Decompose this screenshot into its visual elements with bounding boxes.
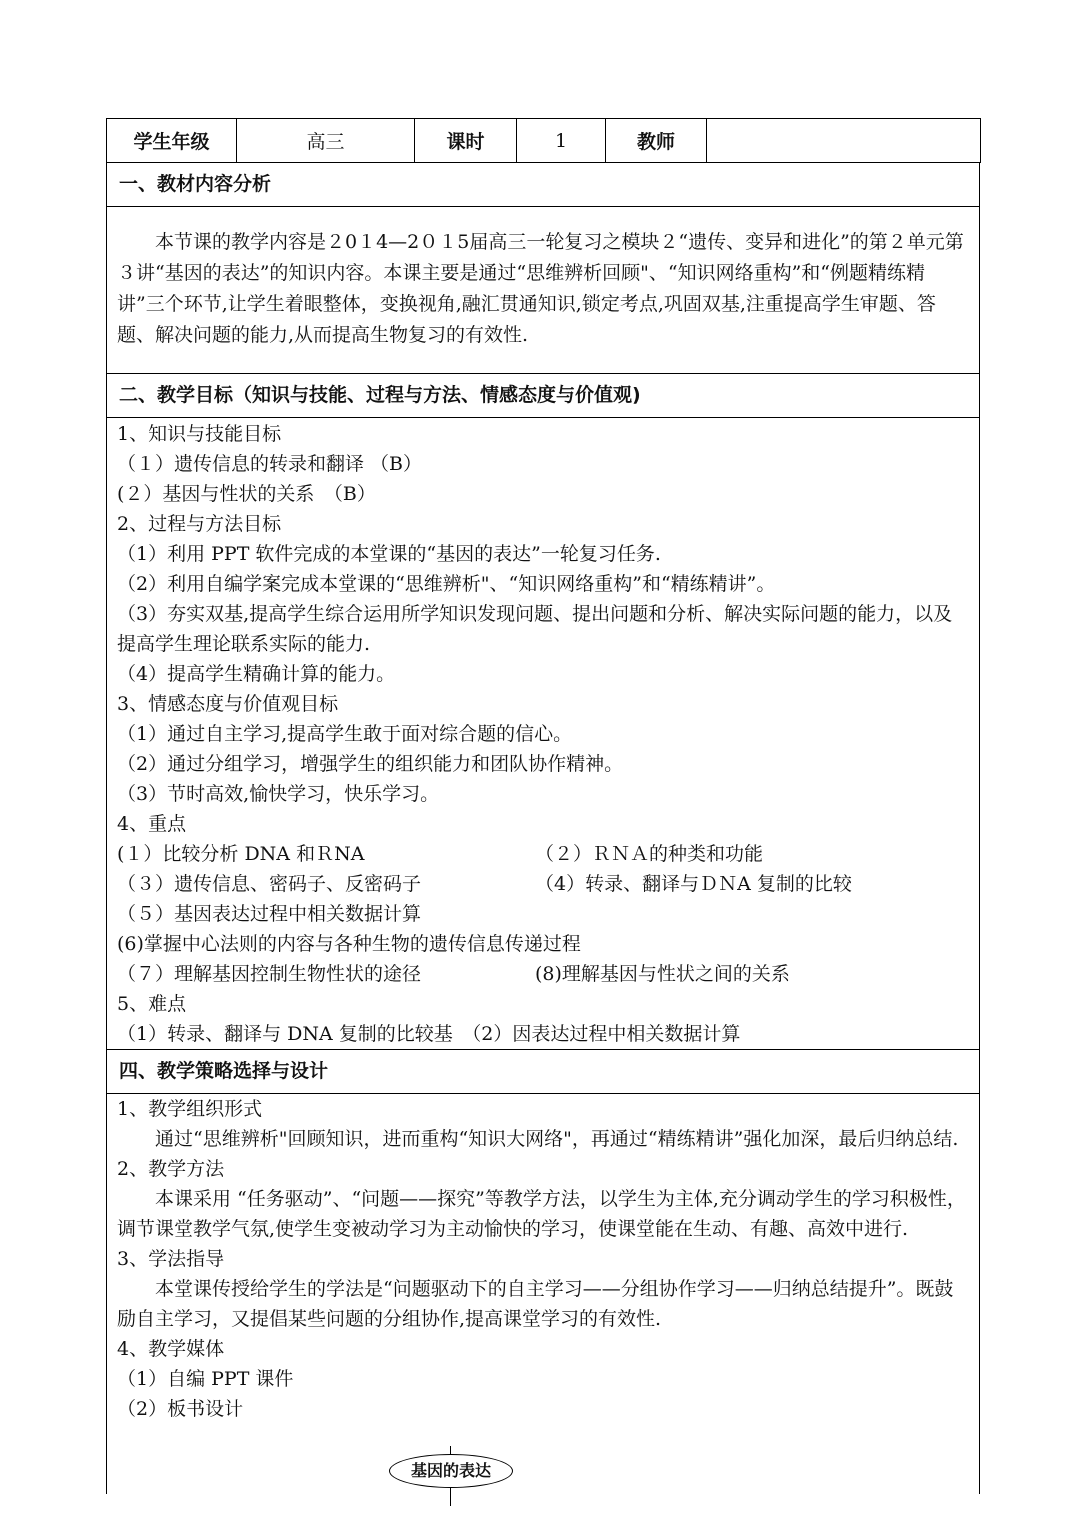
paragraph: 通过“思维辨析"回顾知识，进而重构“知识大网络"，再通过“精练精讲”强化加深，最后归纳总结. [155,1128,959,1150]
board-design-diagram [117,1424,969,1494]
section-objectives [106,374,980,1050]
section-material-analysis [106,163,980,374]
list-item: (6)掌握中心法则的内容与各种生物的遗传信息传递过程 [117,933,581,955]
list-item: 5、难点 [117,993,187,1015]
list-item: （５）基因表达过程中相关数据计算 [117,903,422,925]
period-label: 课时 [415,119,517,163]
grade-label: 学生年级 [107,119,237,163]
list-item: （3）夯实双基,提高学生综合运用所学知识发现问题、提出问题和分析、解决实际问题的能力，以及提高学生理论联系实际的能力. [117,603,953,655]
section-title: 四、教学策略选择与设计 [107,1050,979,1094]
sub-heading: 2、教学方法 [117,1158,225,1180]
list-row [117,959,969,989]
list-item: （4）转录、翻译与ＤＮA 复制的比较 [535,873,852,895]
list-item: (8)理解基因与性状之间的关系 [535,963,790,985]
list-item: （2）板书设计 [117,1398,244,1420]
list-item: 3、情感态度与价值观目标 [117,693,339,715]
list-item: （1）自编 PPT 课件 [117,1368,294,1390]
sub-heading: 3、学法指导 [117,1248,225,1270]
list-item: （2）利用自编学案完成本堂课的“思维辨析"、“知识网络重构”和“精练精讲”。 [117,573,776,595]
section-text: 本节课的教学内容是２0１4—2０１5届高三一轮复习之模块２“遗传、变异和进化”的第２单元第３讲“基因的表达”的知识内容。本课主要是通过“思维辨析回顾"、“知识网络重构”和“例题精练精讲”三个环节,让学生着眼整体，变换视角,融汇贯通知识,锁定考点,巩固双基,注重提高学生审题、答题、解决问题的能力,从而提高生物复习的有效性. [117,231,964,346]
lesson-plan [106,118,980,1494]
section-strategy [106,1050,980,1494]
section-title: 二、教学目标（知识与技能、过程与方法、情感态度与价值观) [107,374,979,418]
list-item: 1、知识与技能目标 [117,423,282,445]
sub-heading: 1、教学组织形式 [117,1098,263,1120]
list-item: （７）理解基因控制生物性状的途径 [117,963,422,985]
section-title: 一、教材内容分析 [107,163,979,207]
diagram-node: 基因的表达 [389,1454,513,1488]
list-item: （1）通过自主学习,提高学生敢于面对综合题的信心。 [117,723,573,745]
grade-value: 高三 [237,119,415,163]
list-item: 4、重点 [117,813,187,835]
teacher-value [707,119,981,163]
list-item: (１）比较分析 DNA 和ＲNA [117,843,365,865]
list-item: (２）基因与性状的关系 （B） [117,483,376,505]
paragraph: 本堂课传授给学生的学法是“问题驱动下的自主学习——分组协作学习——归纳总结提升”。既鼓励自主学习，又提倡某些问题的分组协作,提高课堂学习的有效性. [117,1278,954,1330]
list-item: 2、过程与方法目标 [117,513,282,535]
period-value: 1 [517,119,606,163]
list-item: （1）利用 PPT 软件完成的本堂课的“基因的表达”一轮复习任务. [117,543,661,565]
list-row [117,839,969,869]
list-item: （１）遗传信息的转录和翻译 （B） [117,453,423,475]
paragraph: 本课采用 “任务驱动”、“问题——探究”等教学方法，以学生为主体,充分调动学生的学习积极性，调节课堂教学气氛,使学生变被动学习为主动愉快的学习，使课堂能在生动、有趣、高效中进行. [117,1188,966,1240]
list-item: （4）提高学生精确计算的能力。 [117,663,396,685]
header-table [106,118,981,163]
list-item: （1）转录、翻译与 DNA 复制的比较基 （2）因表达过程中相关数据计算 [117,1023,741,1045]
list-item: （3）节时高效,愉快学习，快乐学习。 [117,783,440,805]
list-row [117,869,969,899]
list-item: （2）通过分组学习，增强学生的组织能力和团队协作精神。 [117,753,624,775]
sub-heading: 4、教学媒体 [117,1338,225,1360]
list-item: （２）ＲＮＡ的种类和功能 [535,843,764,865]
list-item: （３）遗传信息、密码子、反密码子 [117,873,422,895]
teacher-label: 教师 [606,119,707,163]
